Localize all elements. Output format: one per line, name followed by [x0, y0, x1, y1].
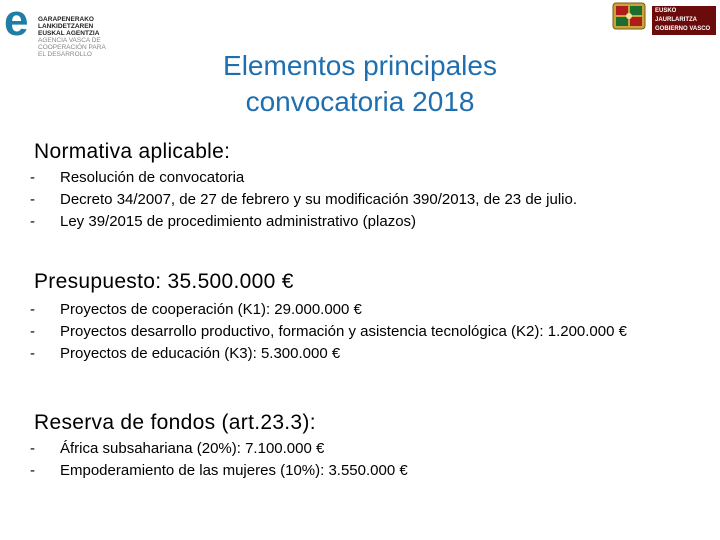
agency-line: EL DESARROLLO — [38, 51, 92, 58]
section-heading-presupuesto: Presupuesto: 35.500.000 € — [34, 270, 294, 293]
list-item: - Ley 39/2015 de procedimiento administrativo (plazos) — [30, 211, 690, 233]
coat-of-arms-icon — [612, 2, 646, 30]
agency-line: AGENCIA VASCA DE — [38, 37, 101, 44]
title-line: convocatoria 2018 — [245, 86, 475, 117]
list-item: - Resolución de convocatoria — [30, 167, 690, 189]
bullet-dash: - — [30, 440, 35, 457]
bullet-dash: - — [30, 213, 35, 230]
bullet-dash: - — [30, 191, 35, 208]
agency-line: COOPERACIÓN PARA — [38, 44, 106, 51]
list-item: - Proyectos desarrollo productivo, formación y asistencia tecnológica (K2): 1.200.000 € — [30, 321, 690, 343]
bullet-dash: - — [30, 345, 35, 362]
agency-logo-text — [38, 16, 106, 58]
agency-line: EUSKAL AGENTZIA — [38, 30, 100, 37]
slide-title — [150, 48, 570, 120]
presupuesto-list — [30, 299, 690, 365]
bullet-dash: - — [30, 462, 35, 479]
reserva-list — [30, 438, 690, 482]
agency-logo-mark: e — [4, 0, 29, 45]
bullet-dash: - — [30, 301, 35, 318]
list-item: - Empoderamiento de las mujeres (10%): 3.550.000 € — [30, 460, 690, 482]
basque-government-logo — [612, 2, 716, 30]
list-item: - África subsahariana (20%): 7.100.000 € — [30, 438, 690, 460]
government-line: EUSKO JAURLARITZA — [655, 8, 697, 23]
list-item: - Decreto 34/2007, de 27 de febrero y su modificación 390/2013, de 23 de julio. — [30, 189, 690, 211]
agency-logo — [4, 2, 124, 62]
agency-line: LANKIDETZAREN — [38, 23, 94, 30]
government-line: GOBIERNO VASCO — [655, 26, 711, 32]
list-item: - Proyectos de cooperación (K1): 29.000.000 € — [30, 299, 690, 321]
government-name — [652, 6, 716, 35]
bullet-dash: - — [30, 169, 35, 186]
normativa-list — [30, 167, 690, 233]
agency-line: GARAPENERAKO — [38, 16, 94, 23]
section-heading-reserva: Reserva de fondos (art.23.3): — [34, 411, 316, 434]
title-line: Elementos principales — [223, 50, 497, 81]
bullet-dash: - — [30, 323, 35, 340]
section-heading-normativa: Normativa aplicable: — [34, 140, 231, 163]
list-item: - Proyectos de educación (K3): 5.300.000 € — [30, 343, 690, 365]
